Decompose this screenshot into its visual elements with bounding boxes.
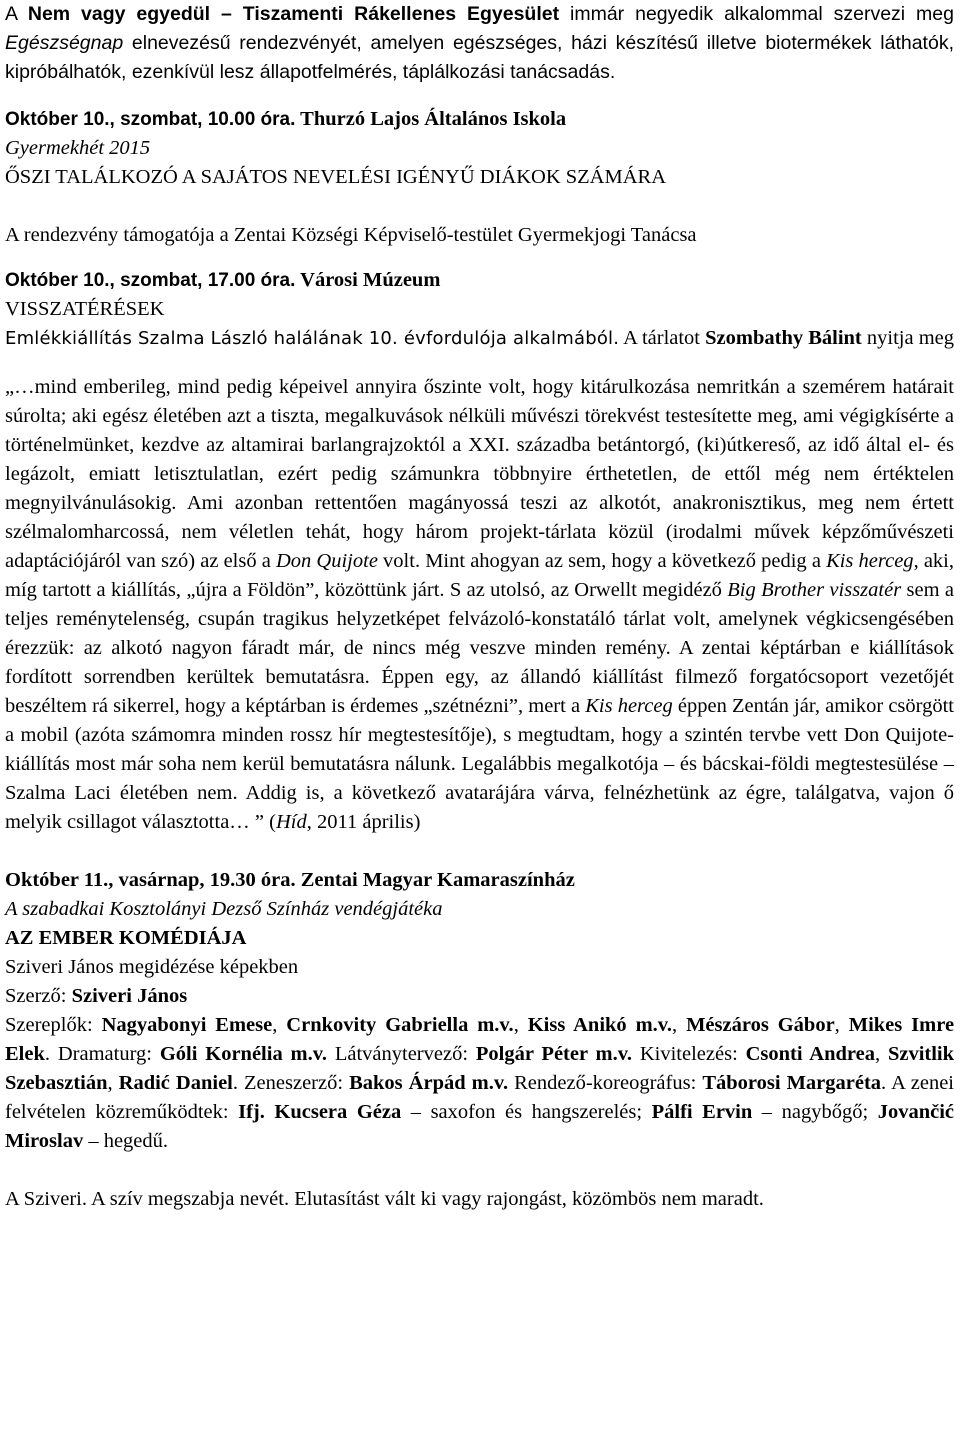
quote-part-b: volt. Mint ahogyan az sem, hogy a következő pedig a: [377, 550, 827, 572]
event-1-support: A rendezvény támogatója a Zentai Községi Képviselő-testület Gyermekjogi Tanácsa: [5, 224, 697, 246]
credit-text: Szereplők:: [5, 1014, 102, 1036]
credit-name: Kiss Anikó m.v.: [527, 1014, 673, 1036]
event-1-title: ŐSZI TALÁLKOZÓ A SAJÁTOS NEVELÉSI IGÉNYŰ DIÁKOK SZÁMÁRA: [5, 166, 666, 188]
event-2-desc-2: A tárlatot: [619, 327, 706, 349]
event-3-author: [5, 982, 954, 1011]
credit-text: ,: [672, 1014, 687, 1036]
credit-text: . Dramaturg:: [44, 1043, 160, 1065]
event-2-desc-3: nyitja meg: [861, 327, 954, 349]
credit-name: Crnkovity Gabriella m.v.: [286, 1014, 514, 1036]
event-name: Egészségnap: [5, 32, 124, 54]
credit-name: Pálfi Ervin: [651, 1101, 753, 1123]
credit-name: Nagyabonyi Emese: [101, 1014, 273, 1036]
credit-text: – hegedű.: [83, 1130, 169, 1152]
credit-name: Mészáros Gábor: [686, 1014, 835, 1036]
credit-name: Ifj. Kucsera Géza: [238, 1101, 402, 1123]
event-2-description: [5, 324, 954, 353]
intro-paragraph: [5, 0, 954, 87]
credit-text: Látványtervező:: [327, 1043, 476, 1065]
intro-text-2: immár negyedik alkalommal szervezi meg: [559, 3, 954, 25]
credit-text: ,: [272, 1014, 287, 1036]
credit-text: ,: [513, 1014, 528, 1036]
quote-italic-2: Kis herceg: [826, 550, 914, 572]
event-2-heading: [5, 266, 954, 295]
event-2-date: Október 10., szombat, 17.00 óra.: [5, 270, 296, 291]
credit-name: Csonti Andrea: [745, 1043, 875, 1065]
event-1-subtitle: Gyermekhét 2015: [5, 137, 151, 159]
event-2-quote: [5, 373, 954, 837]
quote-part-c: , aki, míg tartott a kiállítás, „újra a Földön”, közöttünk járt. S az utolsó, az Orwellt megidéző: [5, 550, 954, 601]
credit-name: Radić Daniel: [118, 1072, 233, 1094]
event-1-heading: [5, 105, 954, 134]
event-3-title: AZ EMBER KOMÉDIÁJA: [5, 927, 247, 949]
event-2-venue: Városi Múzeum: [295, 269, 441, 291]
event-1: [5, 105, 954, 250]
credit-name: Góli Kornélia m.v.: [159, 1043, 327, 1065]
event-3-date: Október 11., vasárnap, 19.30 óra.: [5, 869, 296, 891]
event-3: [5, 866, 954, 1214]
event-2-opener: Szombathy Bálint: [705, 327, 862, 349]
organization-name: Nem vagy egyedül – Tiszamenti Rákellenes Egyesület: [27, 3, 560, 25]
credit-text: – nagybőgő;: [752, 1101, 878, 1123]
credit-text: . Zeneszerző:: [232, 1072, 350, 1094]
quote-italic-4: Kis herceg: [585, 695, 673, 717]
credit-text: ,: [107, 1072, 119, 1094]
quote-part-a: „…mind emberileg, mind pedig képeivel annyira őszinte volt, hogy kitárulkozása nemritkán a szemérem határait súrolta; aki egész életében azt a tiszta, megalkuvások nélküli művészi törekvést testesítette meg, ami végigkísérte a történelmünket, kezdve az altamirai barlangrajzoktól a XXI. századba betántorgó, (ki)útkereső, az idő által el- és legázolt, emiatt letisztulatlan, ezért pedig számunkra többnyire érthetetlen, de ettől még nem értéktelen megnyilvánulásokig. Ami azonban rettentően magányossá teszi az alkotót, anakronisztikus, meg nem értett szélmalomharcossá, nem véletlen tehát, hogy három projekt-tárlata közül (irodalmi művek képzőművészeti adaptációjáról van szó) az első a: [5, 376, 954, 572]
quote-italic-5: Híd: [275, 811, 307, 833]
quote-italic-3: Big Brother visszatér: [727, 579, 902, 601]
quote-part-e: éppen Zentán jár, amikor csörgött a mobil (azóta számomra minden rossz hír megtestesítője), s megtudtam, hogy a szintén tervbe vett Don Quijote-kiállítás most már soha nem kerül bemutatásra nálunk. Legalábbis megalkotója – és bácskai-földi megtestesülése – Szalma Laci életében nem. Addig is, a következő avatarájára várva, felnézhetünk az égre, találgatva, vajon ő melyik csillagot választotta… ” (: [5, 695, 954, 833]
event-3-credits: [5, 1011, 954, 1156]
credit-text: Rendező-koreográfus:: [508, 1072, 703, 1094]
author-label: Szerző:: [5, 985, 72, 1007]
quote-italic-1: Don Quijote: [275, 550, 378, 572]
credit-name: Bakos Árpád m.v.: [349, 1072, 509, 1094]
credit-name: Szvitlik Szebasztián: [5, 1043, 955, 1094]
event-3-venue: Zentai Magyar Kamaraszínház: [295, 869, 575, 891]
author-name: Sziveri János: [71, 985, 188, 1007]
event-3-subtitle: Sziveri János megidézése képekben: [5, 956, 299, 978]
credit-text: – saxofon és hangszerelés;: [401, 1101, 652, 1123]
intro-text-1: A: [5, 3, 28, 25]
event-2-desc-1: Emlékkiállítás Szalma László halálának 10. évfordulója alkalmából.: [5, 328, 620, 349]
credit-name: Jovančić Miroslav: [5, 1101, 954, 1152]
event-2: [5, 266, 954, 837]
credit-name: Táborosi Margaréta: [702, 1072, 882, 1094]
credit-text: ,: [874, 1043, 888, 1065]
quote-part-d: sem a teljes reménytelenség, csupán tragikus helyzetképet felvázoló-konstatáló tárlat volt, amelynek végkicsengésében érezzük: az alkotó nagyon fáradt már, de nincs még veszve minden remény. A zentai képtárban e kiállítások fordított sorrendben kerültek bemutatásra. Éppen egy, az állandó kiállítást filmező forgatócsoport vezetőjét beszéltem rá sikerrel, hogy a képtárban is érdemes „szétnézni”, mert a: [5, 579, 954, 717]
credit-text: . A zenei felvételen közreműködtek:: [5, 1072, 955, 1123]
event-2-title: VISSZATÉRÉSEK: [5, 298, 165, 320]
event-1-venue: Thurzó Lajos Általános Iskola: [295, 108, 567, 130]
credit-text: Kivitelezés:: [632, 1043, 746, 1065]
event-1-date: Október 10., szombat, 10.00 óra.: [5, 109, 296, 130]
credit-text: ,: [834, 1014, 849, 1036]
event-3-closing: A Sziveri. A szív megszabja nevét. Elutasítást vált ki vagy rajongást, közömbös nem maradt.: [5, 1188, 764, 1210]
quote-part-f: , 2011 április): [306, 811, 421, 833]
credit-name: Mikes Imre Elek: [5, 1014, 955, 1065]
event-3-guest: A szabadkai Kosztolányi Dezső Színház vendégjátéka: [5, 898, 443, 920]
event-3-heading: [5, 866, 954, 895]
credit-name: Polgár Péter m.v.: [475, 1043, 633, 1065]
intro-text-3: elnevezésű rendezvényét, amelyen egészséges, házi készítésű illetve biotermékek láthatók, kipróbálhatók, ezenkívül lesz állapotfelmérés, táplálkozási tanácsadás.: [5, 32, 954, 83]
